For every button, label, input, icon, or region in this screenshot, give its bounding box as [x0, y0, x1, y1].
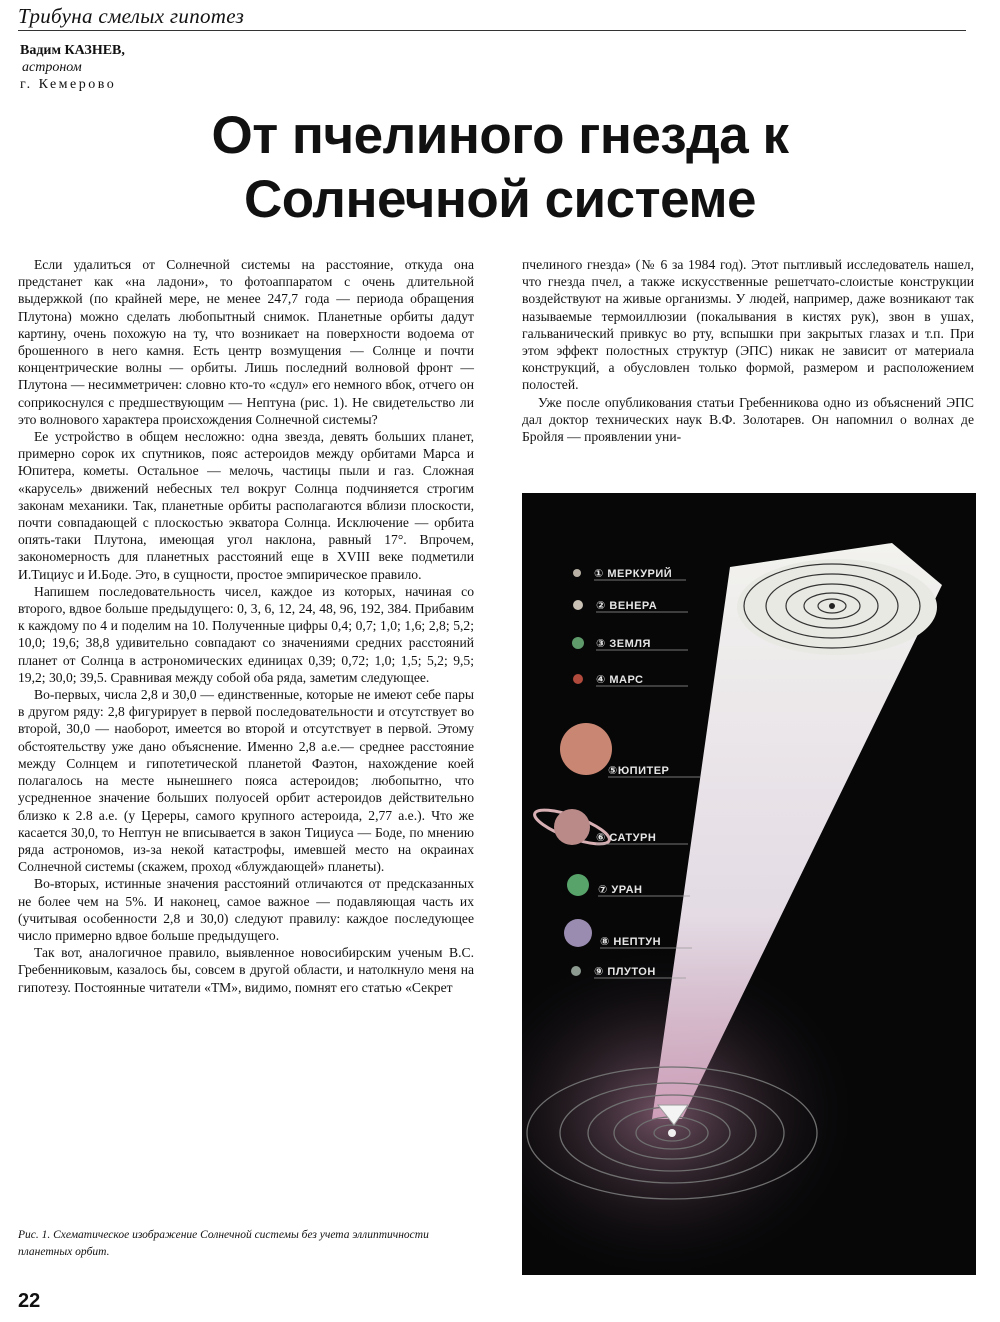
planet-label: ⑧ НЕПТУН	[600, 936, 662, 948]
paragraph: Если удалиться от Солнечной системы на расстояние, откуда она предстанет как «на ладони», то фотоаппаратом с очень длительной выдержкой (по крайней мере, не менее 247,7 года — периода обращения Плутона) можно сделать любопытный снимок. Планетные орбиты дадут картину, очень похожую на ту, что возникает на поверхности водоема от брошенного в него камня. Есть центр возмущения — Солнце и почти концентрические волны — орбиты. Лишь последний волновой фронт — Плутона — несимметричен: словно кто-то «сдул» его немного вбок, отчего он соприкоснулся с предшествующим — Нептуна (рис. 1). Не свидетельство ли это волнового характера происхождения Солнечной системы?	[18, 257, 474, 427]
rubric-divider	[18, 30, 966, 31]
planet-icon	[554, 809, 590, 845]
article-column-left	[18, 256, 474, 996]
article-column-right	[522, 256, 974, 445]
page-number: 22	[18, 1290, 41, 1312]
planet-label: ① МЕРКУРИЙ	[594, 568, 673, 580]
planet-label: ③ ЗЕМЛЯ	[596, 638, 651, 650]
solar-system-illustration	[522, 493, 976, 1275]
planet-label: ⑦ УРАН	[598, 884, 643, 896]
paragraph: Во-вторых, истинные значения расстояний отличаются от предсказанных не более чем на 5%. И наконец, самое важное — подавляющая часть их (учитывая особенности 2,8 и 30,0) следуют правилу: каждое последующее число примерно вдвое больше предыдущего.	[18, 876, 474, 943]
planet-label: ④ МАРС	[596, 674, 644, 686]
rubric-title: Трибуна смелых гипотез	[18, 4, 245, 28]
planet-icon	[564, 919, 592, 947]
paragraph: Во-первых, числа 2,8 и 30,0 — единственные, которые не имеют себе пары в другом ряду: 2,8 фигурирует в первой последовательности и отсутствует во второй, 30,0 — наоборот, имеется во второй и отсутствует в первой. Этому обстоятельству уже дано объяснение. Именно 2,8 а.е.— среднее расстояние между Солнцем и гипотетической планетой Фаэтон, нахождение коей полагалось на месте нынешнего пояса астероидов; любопытно, что усредненное значение больших полуосей орбит астероидов действительно близко к 2.8 а.е. (у Цереры, самого крупного астероида, 2,77 а.е.). Что же касается 30,0, то Нептун не вписывается в закон Тициуса — Боде, по мнению ряда астрономов, из-за некой катастрофы, имевшей место на окраинах Солнечной системы (скажем, проход «блуждающей» планеты).	[18, 687, 474, 875]
figure-caption: Рис. 1. Схематическое изображение Солнечной системы без учета эллиптичности планетных орбит.	[18, 1229, 429, 1258]
planet-icon	[573, 600, 583, 610]
planet-label: ⑨ ПЛУТОН	[594, 966, 656, 978]
author-name: Вадим КАЗНЕВ,	[20, 43, 125, 58]
paragraph: Так вот, аналогичное правило, выявленное новосибирским ученым В.С. Гребенниковым, казалось бы, совсем в другой области, и натолкнуло меня на гипотезу. Постоянные читатели «ТМ», видимо, помнят его статью «Секрет	[18, 945, 474, 995]
author-city: г. Кемерово	[20, 77, 117, 92]
planet-icon	[560, 723, 612, 775]
paragraph: Уже после опубликования статьи Гребенникова одно из объяснений ЭПС дал доктор технических наук В.Ф. Золотарев. Он напомнил о волнах де Бройля — проявлении уни-	[522, 394, 974, 445]
planet-icon	[567, 874, 589, 896]
bottom-sun	[668, 1129, 676, 1137]
planet-label: ⑤ЮПИТЕР	[608, 765, 670, 777]
headline-line-2: Солнечной системе	[243, 170, 757, 229]
paragraph: пчелиного гнезда» (№ 6 за 1984 год). Этот пытливый исследователь нашел, что гнезда пчел, а также искусственные решетчато-слоистые конструкции воздействуют на живые организмы. У людей, например, даже возникают так называемые термоиллюзии (покалывания в кистях рук), звон в ушах, гальванический привкус во рту, вспышки при закрытых глазах и т.п. При этом эффект полостных структур (ЭПС) никак не зависит от материала конструкций, а обусловлен только формой, размером и расположением полостей.	[522, 257, 974, 393]
planet-icon	[573, 569, 581, 577]
author-role: астроном	[22, 60, 82, 75]
planet-label: ⑥ САТУРН	[596, 832, 657, 844]
article-headline	[60, 104, 940, 232]
planet-icon	[572, 637, 584, 649]
planet-icon	[573, 674, 583, 684]
top-sun	[829, 603, 835, 609]
author-block	[20, 42, 125, 93]
planet-icon	[571, 966, 581, 976]
planet-label: ② ВЕНЕРА	[596, 600, 658, 612]
headline-line-1: От пчелиного гнезда к	[211, 106, 789, 165]
paragraph: Ее устройство в общем несложно: одна звезда, девять больших планет, примерно сорок их спутников, пояс астероидов между орбитами Марса и Юпитера, кометы. Остальное — мелочь, частицы пыли и газ. Сложная «карусель» движений небесных тел вокруг Солнца подчиняется строгим законам механики. Так, планетные орбиты располагаются вблизи плоскости, почти совпадающей с плоскостью экватора Солнца. Исключение — орбита опять-таки Плутона, имеющая угол наклона, равный 17°. Впрочем, закономерность для планетных расстояний еще в XVIII веке подметили И.Тициус и И.Боде. Это, в сущности, простое эмпирическое правило.	[18, 429, 474, 582]
paragraph: Напишем последовательность чисел, каждое из которых, начиная со второго, вдвое больше предыдущего: 0, 3, 6, 12, 24, 48, 96, 192, 384. Прибавим к каждому по 4 и поделим на 10. Полученные цифры 0,4; 0,7; 1,0; 1,6; 2,8; 5,2; 10,0; 19,6; 38,8 удивительно совпадают со значениями средних расстояний планет от Солнца в астрономических единицах 0,39; 0,72; 1,0; 1,5; 5,2; 9,5; 19,2; 30,0; 39,5. Сравнивая между собой оба ряда, заметим следующее.	[18, 583, 474, 685]
top-orbit-disc	[737, 559, 937, 655]
